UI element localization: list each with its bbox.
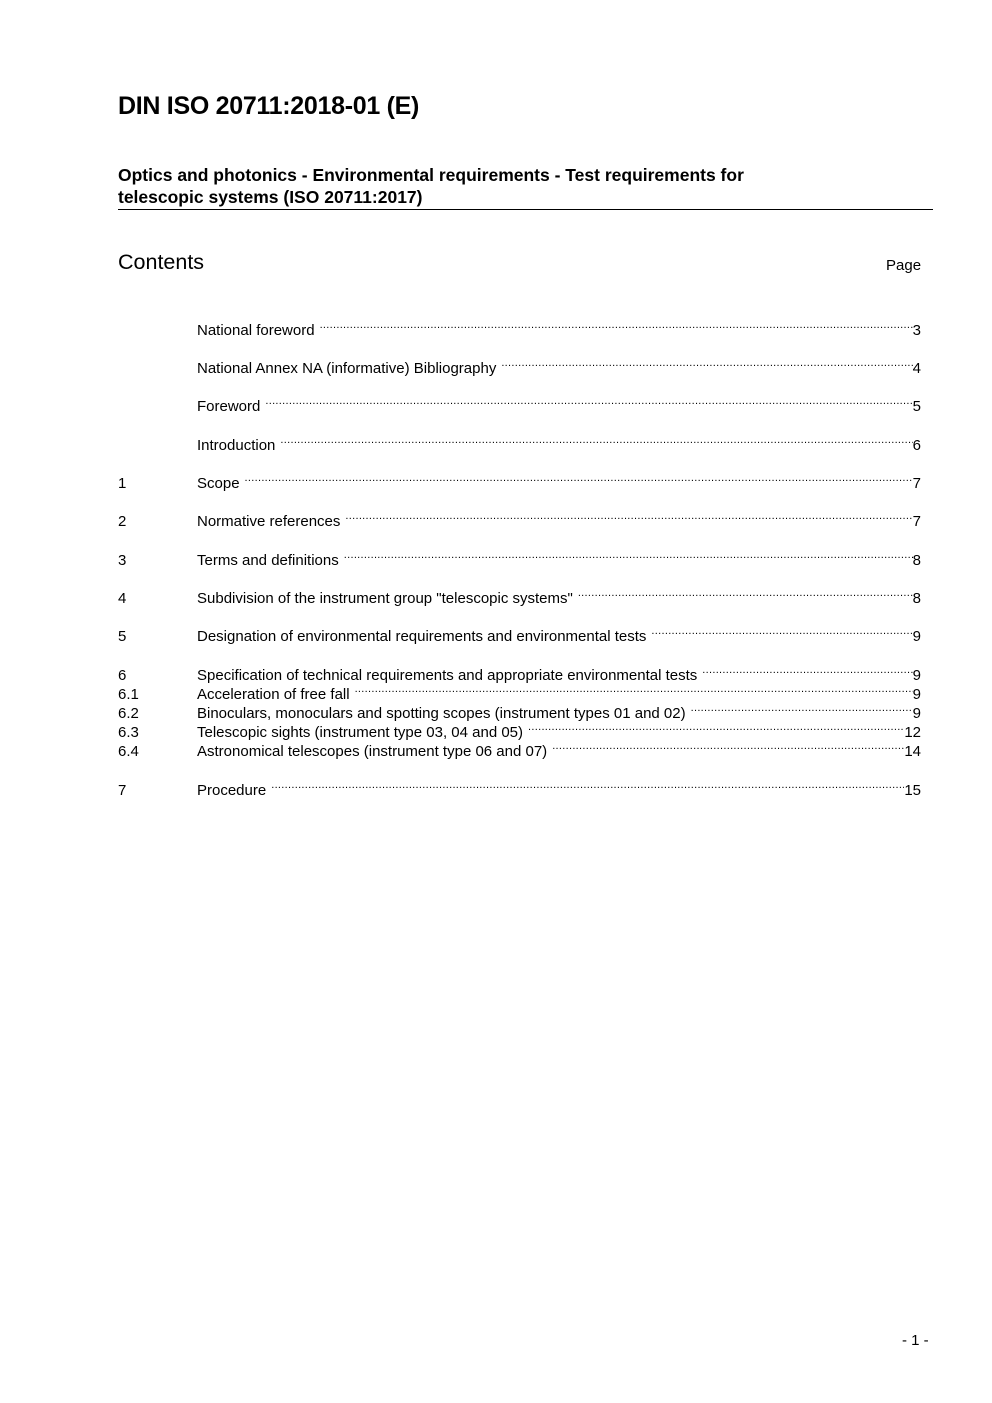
toc-entry-title: Introduction bbox=[197, 437, 276, 454]
toc-entry-title: Scope bbox=[197, 475, 240, 492]
toc-entry-number: 5 bbox=[118, 628, 127, 645]
toc-entry-title: Designation of environmental requirements and environmental tests bbox=[197, 628, 647, 645]
toc-entry-page: 9 bbox=[912, 628, 921, 645]
toc-dot-leader bbox=[320, 315, 913, 335]
toc-entry-number: 6.3 bbox=[118, 724, 139, 741]
toc-entry-subdivision[interactable] bbox=[118, 583, 921, 607]
toc-entry-national-annex[interactable] bbox=[118, 353, 921, 377]
toc-entry-number: 6 bbox=[118, 667, 127, 684]
toc-dot-leader bbox=[552, 736, 904, 756]
toc-entry-title: National foreword bbox=[197, 322, 315, 339]
toc-entry-number: 1 bbox=[118, 475, 127, 492]
toc-entry-title: Normative references bbox=[197, 513, 341, 530]
toc-dot-leader bbox=[651, 621, 912, 641]
toc-dot-leader bbox=[344, 545, 913, 565]
contents-heading: Contents bbox=[118, 250, 205, 274]
toc-entry-number: 3 bbox=[118, 552, 127, 569]
toc-dot-leader bbox=[691, 698, 913, 718]
toc-entry-acceleration-of-free-fall[interactable] bbox=[118, 679, 921, 703]
toc-entry-number: 7 bbox=[118, 782, 127, 799]
toc-entry-binoculars[interactable] bbox=[118, 698, 921, 722]
toc-entry-page: 3 bbox=[912, 322, 921, 339]
toc-entry-terms-and-definitions[interactable] bbox=[118, 545, 921, 569]
toc-entry-page: 7 bbox=[912, 475, 921, 492]
toc-dot-leader bbox=[265, 391, 912, 411]
toc-entry-page: 5 bbox=[912, 398, 921, 415]
toc-dot-leader bbox=[345, 506, 912, 526]
toc-entry-page: 9 bbox=[912, 686, 921, 703]
toc-dot-leader bbox=[702, 660, 912, 680]
toc-entry-telescopic-sights[interactable] bbox=[118, 717, 921, 741]
toc-entry-number: 4 bbox=[118, 590, 127, 607]
toc-entry-introduction[interactable] bbox=[118, 430, 921, 454]
toc-entry-page: 9 bbox=[912, 667, 921, 684]
toc-entry-number: 6.2 bbox=[118, 705, 139, 722]
document-title: DIN ISO 20711:2018-01 (E) bbox=[118, 92, 419, 120]
toc-entry-page: 8 bbox=[912, 552, 921, 569]
toc-entry-normative-references[interactable] bbox=[118, 506, 921, 530]
toc-dot-leader bbox=[528, 717, 904, 737]
document-subtitle bbox=[118, 164, 933, 210]
page-number: - 1 - bbox=[902, 1332, 929, 1349]
subtitle-line-2: telescopic systems (ISO 20711:2017) bbox=[118, 187, 423, 207]
toc-entry-foreword[interactable] bbox=[118, 391, 921, 415]
toc-entry-title: Specification of technical requirements and appropriate environmental tests bbox=[197, 667, 698, 684]
page-column-heading: Page bbox=[886, 257, 922, 274]
toc-entry-title: Acceleration of free fall bbox=[197, 686, 350, 703]
toc-entry-scope[interactable] bbox=[118, 468, 921, 492]
subtitle-line-1: Optics and photonics - Environmental requirements - Test requirements for bbox=[118, 165, 744, 185]
toc-entry-number: 6.1 bbox=[118, 686, 139, 703]
toc-dot-leader bbox=[271, 775, 904, 795]
toc-entry-title: Telescopic sights (instrument type 03, 04 and 05) bbox=[197, 724, 524, 741]
toc-entry-page: 14 bbox=[904, 743, 921, 760]
toc-dot-leader bbox=[355, 679, 913, 699]
toc-entry-designation[interactable] bbox=[118, 621, 921, 645]
toc-entry-number: 6.4 bbox=[118, 743, 139, 760]
toc-entry-title: Procedure bbox=[197, 782, 267, 799]
toc-dot-leader bbox=[280, 430, 912, 450]
toc-entry-title: Subdivision of the instrument group "telescopic systems" bbox=[197, 590, 573, 607]
toc-entry-page: 15 bbox=[904, 782, 921, 799]
toc-entry-page: 4 bbox=[912, 360, 921, 377]
toc-entry-number: 2 bbox=[118, 513, 127, 530]
toc-dot-leader bbox=[578, 583, 913, 603]
toc-entry-specification[interactable] bbox=[118, 660, 921, 684]
toc-entry-page: 8 bbox=[912, 590, 921, 607]
toc-entry-title: Terms and definitions bbox=[197, 552, 339, 569]
toc-entry-procedure[interactable] bbox=[118, 775, 921, 799]
toc-entry-title: Foreword bbox=[197, 398, 261, 415]
toc-entry-page: 6 bbox=[912, 437, 921, 454]
toc-entry-page: 9 bbox=[912, 705, 921, 722]
toc-entry-title: National Annex NA (informative) Bibliography bbox=[197, 360, 497, 377]
toc-entry-page: 12 bbox=[904, 724, 921, 741]
toc-entry-page: 7 bbox=[912, 513, 921, 530]
toc-entry-title: Astronomical telescopes (instrument type 06 and 07) bbox=[197, 743, 548, 760]
toc-entry-astronomical-telescopes[interactable] bbox=[118, 736, 921, 760]
toc-dot-leader bbox=[245, 468, 913, 488]
toc-dot-leader bbox=[501, 353, 912, 373]
toc-entry-title: Binoculars, monoculars and spotting scopes (instrument types 01 and 02) bbox=[197, 705, 686, 722]
toc-entry-national-foreword[interactable] bbox=[118, 315, 921, 339]
